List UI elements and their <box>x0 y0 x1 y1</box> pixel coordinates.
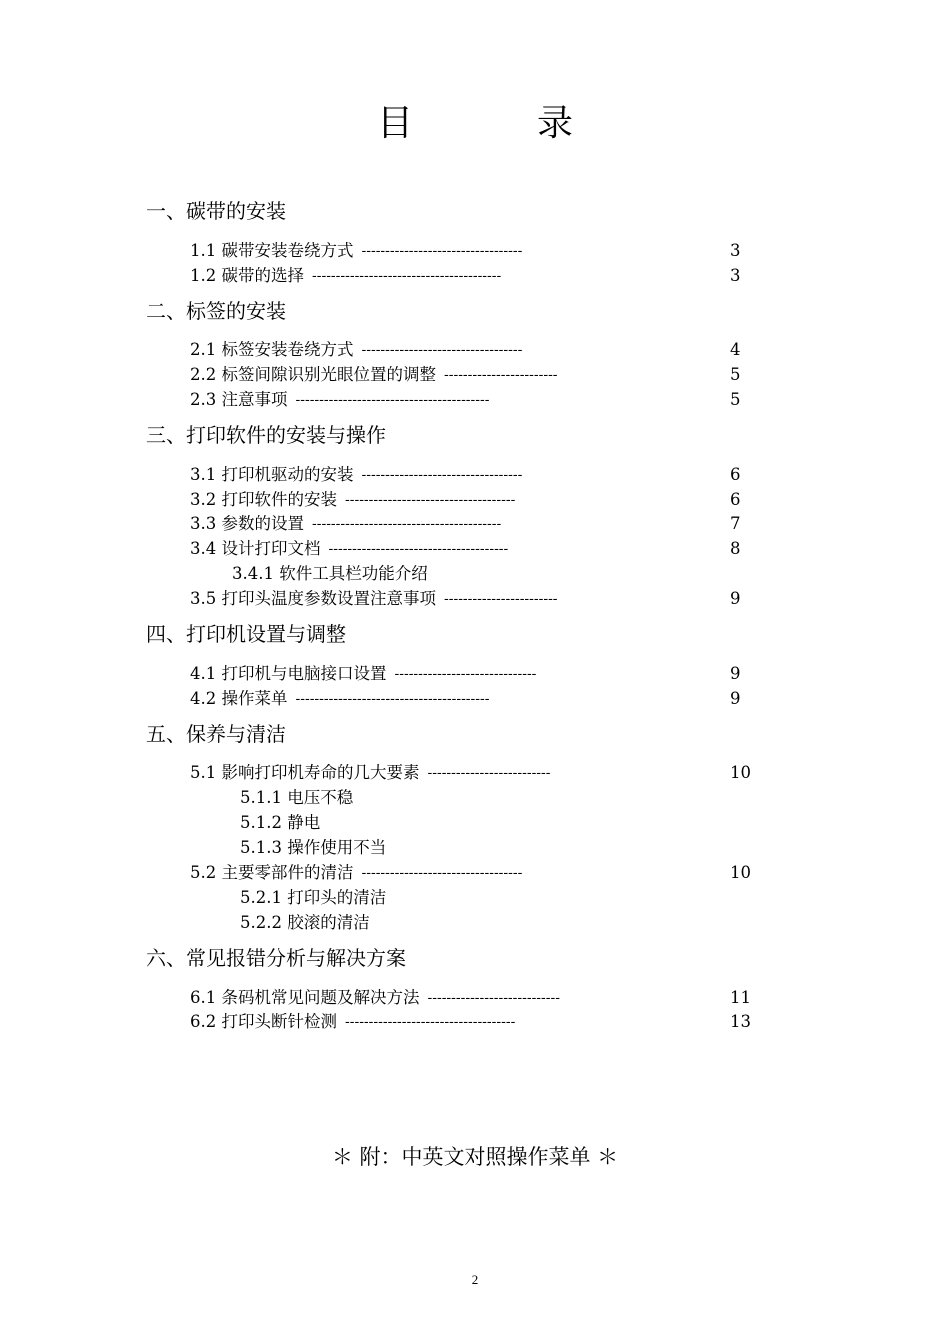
toc-entry-2-2[interactable]: 2.2 标签间隙识别光眼位置的调整 ------------------------ 5 <box>190 365 741 384</box>
page-ref: 6 <box>730 465 741 484</box>
toc-entry-3-3[interactable]: 3.3 参数的设置 ---------------------------------------- 7 <box>190 514 741 533</box>
toc-entry-1-1[interactable]: 1.1 碳带安装卷绕方式 ---------------------------------- 3 <box>190 241 741 260</box>
toc-section-4[interactable]: 四、打印机设置与调整 <box>146 622 346 646</box>
toc-entry-3-4[interactable]: 3.4 设计打印文档 -------------------------------------- 8 <box>190 539 741 558</box>
toc-entry-5-1[interactable]: 5.1 影响打印机寿命的几大要素 -------------------------- 10 <box>190 763 751 782</box>
page-title: 目 录 <box>376 103 617 144</box>
toc-entry-5-1-2[interactable]: 5.1.2 静电 <box>240 813 321 832</box>
page-ref: 3 <box>730 241 741 260</box>
page-number: 2 <box>471 1272 479 1287</box>
toc-entry-6-1[interactable]: 6.1 条码机常见问题及解决方法 ---------------------------- 11 <box>190 988 751 1007</box>
toc-entry-5-2[interactable]: 5.2 主要零部件的清洁 ---------------------------------- 10 <box>190 863 751 882</box>
toc-entry-5-2-2[interactable]: 5.2.2 胶滚的清洁 <box>240 913 370 932</box>
page-ref: 9 <box>730 689 741 708</box>
page-ref: 4 <box>730 340 741 359</box>
toc-entry-5-2-1[interactable]: 5.2.1 打印头的清洁 <box>240 888 387 907</box>
page-ref: 7 <box>730 514 741 533</box>
toc-section-3[interactable]: 三、打印软件的安装与操作 <box>146 423 386 447</box>
page-ref: 10 <box>730 763 751 782</box>
toc-entry-4-2[interactable]: 4.2 操作菜单 ----------------------------------------- 9 <box>190 689 741 708</box>
page-ref: 11 <box>730 988 751 1007</box>
toc-entry-3-1[interactable]: 3.1 打印机驱动的安装 ---------------------------------- 6 <box>190 465 741 484</box>
toc-entry-3-4-1[interactable]: 3.4.1 软件工具栏功能介绍 <box>232 564 428 583</box>
toc-entry-1-2[interactable]: 1.2 碳带的选择 ---------------------------------------- 3 <box>190 266 741 285</box>
page-ref: 9 <box>730 589 741 608</box>
page-ref: 5 <box>730 365 741 384</box>
page-ref: 10 <box>730 863 751 882</box>
toc-entry-3-5[interactable]: 3.5 打印头温度参数设置注意事项 ------------------------ 9 <box>190 589 741 608</box>
toc-entry-5-1-1[interactable]: 5.1.1 电压不稳 <box>240 788 354 807</box>
toc-entry-2-3[interactable]: 2.3 注意事项 ----------------------------------------- 5 <box>190 390 741 409</box>
toc-section-2[interactable]: 二、标签的安装 <box>146 299 286 323</box>
page-ref: 9 <box>730 664 741 683</box>
page-ref: 5 <box>730 390 741 409</box>
toc-section-6[interactable]: 六、常见报错分析与解决方案 <box>146 946 406 970</box>
toc-entry-2-1[interactable]: 2.1 标签安装卷绕方式 ---------------------------------- 4 <box>190 340 741 359</box>
page-ref: 6 <box>730 490 741 509</box>
page-ref: 3 <box>730 266 741 285</box>
toc-entry-3-2[interactable]: 3.2 打印软件的安装 ------------------------------------ 6 <box>190 490 741 509</box>
toc-section-5[interactable]: 五、保养与清洁 <box>146 722 286 746</box>
page-ref: 8 <box>730 539 741 558</box>
appendix-note[interactable]: ＊ 附：中英文对照操作菜单 ＊ <box>331 1145 619 1169</box>
toc-section-1[interactable]: 一、碳带的安装 <box>146 199 286 223</box>
toc-entry-6-2[interactable]: 6.2 打印头断针检测 ------------------------------------ 13 <box>190 1012 751 1031</box>
toc-entry-4-1[interactable]: 4.1 打印机与电脑接口设置 ------------------------------ 9 <box>190 664 741 683</box>
toc-entry-5-1-3[interactable]: 5.1.3 操作使用不当 <box>240 838 387 857</box>
page-ref: 13 <box>730 1012 751 1031</box>
